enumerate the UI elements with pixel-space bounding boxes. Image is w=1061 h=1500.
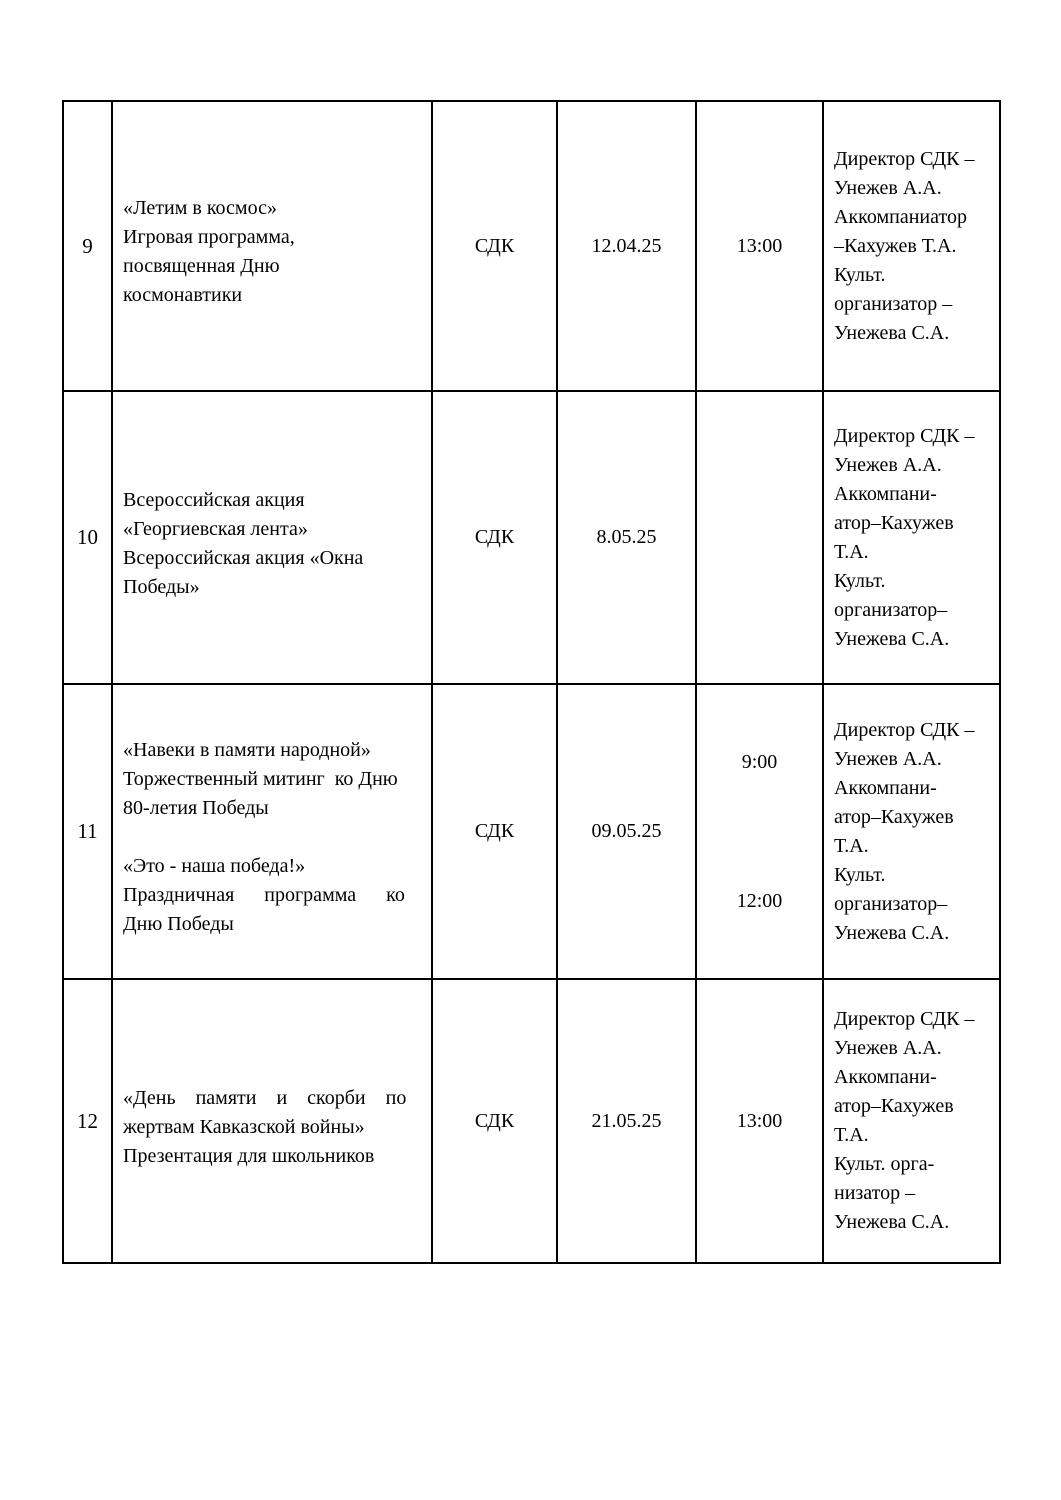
- responsible-line: Унежев А.А.: [834, 453, 942, 476]
- responsible-line: Т.А.: [834, 1124, 869, 1146]
- responsible-line: Директор СДК –: [834, 718, 975, 741]
- event-line: «День памяти и скорби по: [123, 1086, 407, 1109]
- responsible-cell: [823, 684, 1000, 979]
- row-number-cell: [63, 684, 112, 979]
- table-row: [63, 391, 1000, 684]
- event-line: жертвам Кавказской войны»: [123, 1115, 365, 1138]
- responsible-line: Аккомпани-: [834, 776, 937, 799]
- event-lines: [113, 1072, 431, 1171]
- row-number-cell: [63, 979, 112, 1263]
- responsible-line: Культ.: [834, 569, 886, 592]
- responsible-cell: [823, 101, 1000, 391]
- place-cell-text: СДК: [474, 1109, 515, 1132]
- responsible-line: Аккомпани-: [834, 1066, 937, 1088]
- time-values: [697, 748, 822, 916]
- event-lines: [113, 724, 431, 939]
- responsible-line: Унежева С.А.: [834, 1211, 950, 1233]
- row-number: 11: [77, 819, 98, 843]
- date-cell: [557, 979, 696, 1263]
- row-number: 12: [77, 1108, 98, 1133]
- event-line: Победы»: [123, 575, 200, 598]
- event-cell: [112, 684, 432, 979]
- time-value: 9:00: [741, 750, 778, 773]
- responsible-line: Культ.: [834, 263, 886, 286]
- time-value: 13:00: [736, 234, 783, 257]
- event-line: Всероссийская акция «Окна: [123, 546, 364, 569]
- responsible-line: Унежева С.А.: [834, 321, 950, 344]
- responsible-cell: [823, 979, 1000, 1263]
- responsible-line: –Кахужев Т.А.: [834, 234, 957, 257]
- time-cell: [696, 391, 823, 684]
- time-value: 13:00: [736, 1109, 783, 1132]
- time-value: 12:00: [736, 889, 783, 912]
- responsible-line: Директор СДК –: [834, 147, 975, 170]
- responsible-line: атор–Кахужев: [834, 511, 954, 534]
- table-row: [63, 101, 1000, 391]
- row-number-cell: [63, 391, 112, 684]
- row-number: 9: [82, 233, 93, 258]
- date-cell-text: 21.05.25: [591, 1109, 662, 1132]
- responsible-line: организатор –: [834, 292, 953, 315]
- place-cell-text: СДК: [474, 234, 515, 257]
- date-cell: [557, 391, 696, 684]
- date-cell-text: 8.05.25: [596, 526, 657, 548]
- responsible-lines: [824, 143, 999, 350]
- event-line: «Это - наша победа!»: [123, 855, 306, 877]
- responsible-line: Культ.: [834, 863, 886, 886]
- event-line: Презентация для школьников: [123, 1144, 375, 1167]
- responsible-lines: [824, 714, 999, 950]
- event-line: Дню Победы: [123, 913, 234, 935]
- table-row: [63, 979, 1000, 1263]
- event-line: «Летим в космос»: [123, 197, 277, 219]
- place-cell-text: СДК: [474, 820, 515, 842]
- place-cell: [432, 979, 557, 1263]
- events-table: [62, 100, 1001, 1264]
- place-cell: [432, 391, 557, 684]
- responsible-line: атор–Кахужев: [834, 1095, 954, 1117]
- responsible-line: Т.А.: [834, 540, 869, 563]
- place-cell-text: СДК: [474, 526, 515, 548]
- responsible-line: Унежев А.А.: [834, 1037, 942, 1059]
- responsible-line: Унежева С.А.: [834, 921, 950, 944]
- responsible-line: Директор СДК –: [834, 424, 975, 447]
- event-line: Игровая программа,: [123, 226, 295, 248]
- table-row: [63, 684, 1000, 979]
- event-cell: [112, 979, 432, 1263]
- event-lines: [113, 474, 431, 602]
- time-cell: [696, 684, 823, 979]
- event-line: космонавтики: [123, 284, 243, 306]
- event-cell: [112, 391, 432, 684]
- event-line: Всероссийская акция: [123, 488, 305, 511]
- place-cell: [432, 684, 557, 979]
- responsible-line: Культ. орга-: [834, 1153, 935, 1175]
- responsible-line: Аккомпани-: [834, 482, 937, 505]
- responsible-line: Унежев А.А.: [834, 176, 942, 199]
- responsible-line: атор–Кахужев: [834, 805, 954, 828]
- time-values: [697, 1107, 822, 1136]
- responsible-cell: [823, 391, 1000, 684]
- event-cell: [112, 101, 432, 391]
- responsible-line: Унежев А.А.: [834, 747, 942, 770]
- event-line: «Георгиевская лента»: [123, 517, 308, 540]
- place-cell: [432, 101, 557, 391]
- date-cell-text: 12.04.25: [591, 234, 662, 257]
- event-line: Праздничная программа ко: [123, 884, 405, 906]
- event-line: 80-летия Победы: [123, 797, 269, 819]
- responsible-line: организатор–: [834, 892, 948, 915]
- date-cell: [557, 684, 696, 979]
- time-cell: [696, 979, 823, 1263]
- responsible-line: организатор–: [834, 598, 948, 621]
- date-cell-text: 09.05.25: [591, 820, 662, 842]
- time-values: [697, 232, 822, 261]
- event-line: [123, 823, 427, 852]
- date-cell: [557, 101, 696, 391]
- event-lines: [113, 182, 431, 310]
- time-cell: [696, 101, 823, 391]
- event-line: «Навеки в памяти народной»: [123, 739, 371, 761]
- responsible-line: Аккомпаниатор: [834, 205, 967, 228]
- row-number: 10: [77, 525, 98, 549]
- row-number-cell: [63, 101, 112, 391]
- responsible-line: Унежева С.А.: [834, 627, 950, 650]
- responsible-lines: [824, 420, 999, 656]
- events-table-body: [63, 101, 1000, 1263]
- event-line: Торжественный митинг ко Дню: [123, 768, 398, 790]
- responsible-line: Директор СДК –: [834, 1008, 975, 1030]
- event-line: посвященная Дню: [123, 255, 280, 277]
- responsible-line: Т.А.: [834, 834, 869, 857]
- responsible-line: низатор –: [834, 1182, 916, 1204]
- responsible-lines: [824, 1003, 999, 1239]
